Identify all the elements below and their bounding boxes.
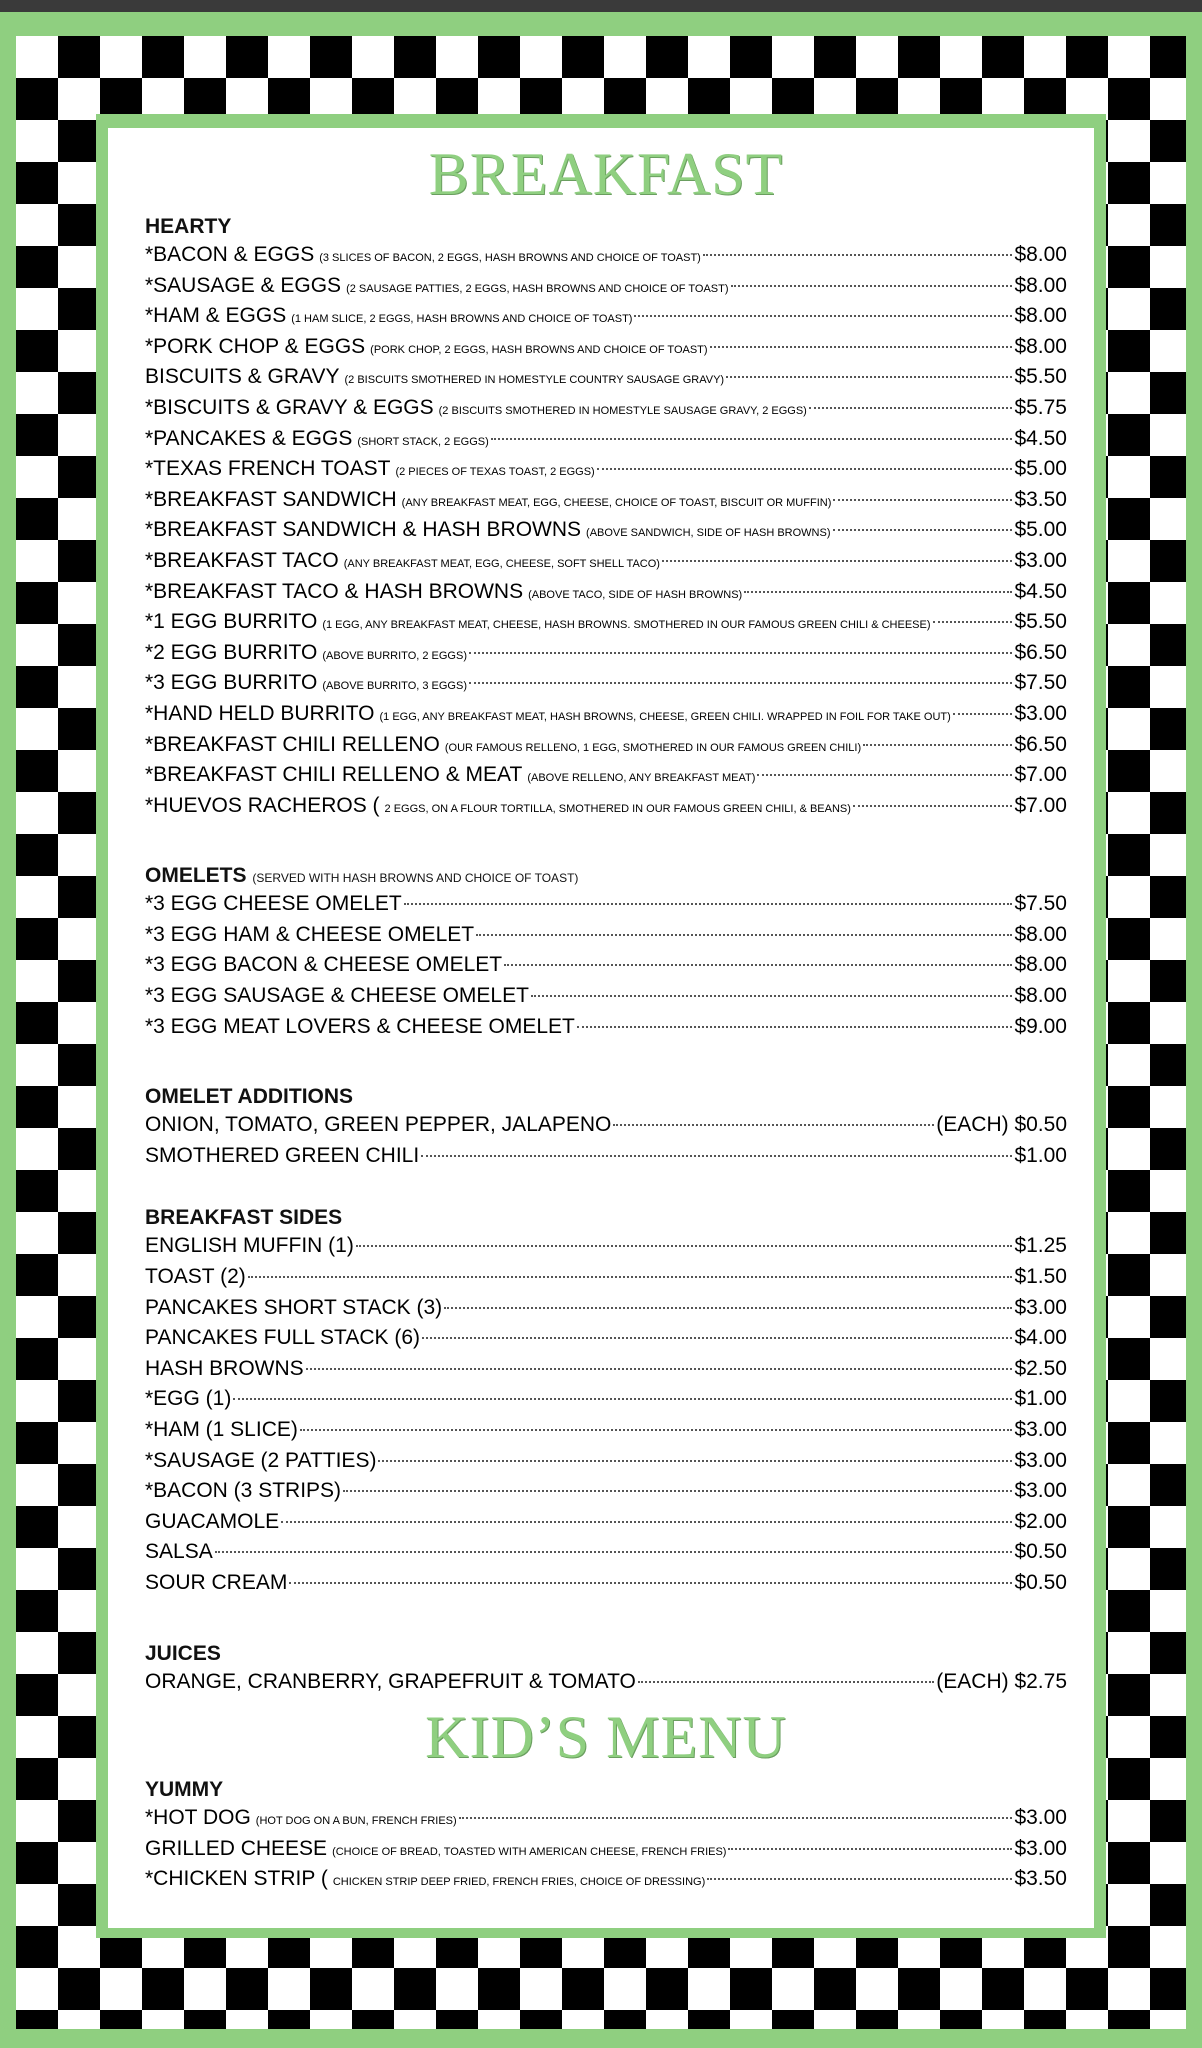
dot-leader <box>476 934 1012 936</box>
menu-item-name: *BREAKFAST CHILI RELLENO & MEAT <box>145 763 523 787</box>
dot-leader <box>662 560 1012 562</box>
dot-leader <box>833 499 1012 501</box>
menu-item-name: GUACAMOLE <box>145 1509 280 1533</box>
menu-item-price: $8.00 <box>1014 953 1067 977</box>
dot-leader <box>300 1429 1013 1431</box>
omelets-list <box>145 889 1067 1042</box>
menu-item-price: $1.00 <box>1014 1143 1067 1167</box>
omelets-heading <box>145 863 1067 889</box>
menu-item-description: (ANY BREAKFAST MEAT, EGG, CHEESE, SOFT SHELL TACO) <box>343 557 660 570</box>
menu-item-name: *BREAKFAST SANDWICH & HASH BROWNS <box>145 518 582 542</box>
dot-leader <box>504 964 1012 966</box>
menu-item <box>145 1864 1067 1895</box>
menu-item <box>145 760 1067 791</box>
menu-item <box>145 607 1067 638</box>
dot-leader <box>422 1337 1012 1339</box>
menu-item-price: $7.50 <box>1014 892 1067 916</box>
menu-item-price: $3.00 <box>1014 1295 1067 1319</box>
hearty-list <box>145 240 1067 821</box>
menu-item-price: $3.00 <box>1014 1448 1067 1472</box>
dot-leader <box>469 652 1012 654</box>
dot-leader <box>728 1848 1012 1850</box>
menu-item <box>145 485 1067 516</box>
menu-item-name: *EGG (1) <box>145 1387 232 1411</box>
menu-item-price: $3.50 <box>1014 487 1067 511</box>
menu-item-price: $4.50 <box>1014 426 1067 450</box>
menu-item <box>145 271 1067 302</box>
menu-item-price: $3.00 <box>1014 548 1067 572</box>
menu-item <box>145 668 1067 699</box>
menu-item <box>145 515 1067 546</box>
menu-content <box>145 128 1067 1895</box>
menu-item <box>145 1834 1067 1865</box>
menu-item-description: (ABOVE BURRITO, 2 EGGS) <box>322 649 467 662</box>
hearty-heading: HEARTY <box>145 215 232 238</box>
menu-item-name: *SAUSAGE & EGGS <box>145 273 342 297</box>
dot-leader <box>343 1490 1012 1492</box>
dot-leader <box>726 376 1012 378</box>
juices-heading: JUICES <box>145 1641 221 1665</box>
menu-item-description: (PORK CHOP, 2 EGGS, HASH BROWNS AND CHOICE OF TOAST) <box>370 343 708 356</box>
menu-item-description: (SHORT STACK, 2 EGGS) <box>357 435 489 448</box>
menu-item-price: $2.50 <box>1014 1356 1067 1380</box>
menu-item <box>145 1293 1067 1324</box>
menu-item-name: *BACON & EGGS <box>145 243 315 266</box>
menu-item-price: $0.50 <box>1014 1570 1067 1594</box>
dot-leader <box>421 1155 1012 1157</box>
juices-list <box>145 1667 1067 1698</box>
menu-item-name: *1 EGG BURRITO <box>145 610 318 634</box>
dot-leader <box>613 1124 934 1126</box>
menu-item-name: *HUEVOS RACHEROS ( <box>145 793 380 817</box>
dot-leader <box>757 774 1012 776</box>
menu-item <box>145 1667 1067 1698</box>
yummy-list <box>145 1803 1067 1895</box>
menu-item-name: HASH BROWNS <box>145 1356 304 1380</box>
menu-item <box>145 791 1067 822</box>
menu-item-price: $8.00 <box>1014 304 1067 328</box>
menu-item-name: GRILLED CHEESE <box>145 1836 328 1860</box>
menu-item-name: TOAST (2) <box>145 1265 246 1289</box>
menu-item <box>145 889 1067 920</box>
menu-item-name: *3 EGG BACON & CHEESE OMELET <box>145 953 503 977</box>
menu-item-price: $3.00 <box>1014 1418 1067 1441</box>
menu-item-description: (3 SLICES OF BACON, 2 EGGS, HASH BROWNS AND CHOICE OF TOAST) <box>319 252 701 264</box>
kids-menu-title: KID’S MENU <box>425 1704 787 1771</box>
menu-item <box>145 454 1067 485</box>
menu-item-name: *3 EGG CHEESE OMELET <box>145 892 402 916</box>
dot-leader <box>233 1398 1012 1400</box>
menu-item-name: *3 EGG MEAT LOVERS & CHEESE OMELET <box>145 1014 575 1038</box>
menu-item-name: *2 EGG BURRITO <box>145 640 318 664</box>
menu-item-name: *HAM (1 SLICE) <box>145 1418 298 1441</box>
yummy-heading: YUMMY <box>145 1778 224 1802</box>
menu-item <box>145 1415 1067 1446</box>
menu-item-name: *PORK CHOP & EGGS <box>145 334 366 358</box>
menu-item-description: 2 EGGS, ON A FLOUR TORTILLA, SMOTHERED IN OUR FAMOUS GREEN CHILI, & BEANS) <box>384 802 851 815</box>
menu-item-name: SALSA <box>145 1540 213 1564</box>
menu-item-description: (2 SAUSAGE PATTIES, 2 EGGS, HASH BROWNS AND CHOICE OF TOAST) <box>346 282 729 295</box>
menu-item <box>145 638 1067 669</box>
dot-leader <box>248 1276 1013 1278</box>
menu-item-description: (2 BISCUITS SMOTHERED IN HOMESTYLE SAUSAGE GRAVY, 2 EGGS) <box>438 404 807 417</box>
menu-item-description: (2 BISCUITS SMOTHERED IN HOMESTYLE COUNTRY SAUSAGE GRAVY) <box>344 374 725 387</box>
menu-item-name: ENGLISH MUFFIN (1) <box>145 1234 354 1258</box>
dot-leader <box>634 315 1012 317</box>
dot-leader <box>459 1817 1013 1819</box>
dot-leader <box>404 903 1013 905</box>
menu-item <box>145 1537 1067 1568</box>
dot-leader <box>378 1460 1012 1462</box>
menu-item-name: *BACON (3 STRIPS) <box>145 1479 342 1503</box>
breakfast-title: BREAKFAST <box>428 141 784 207</box>
menu-item <box>145 1446 1067 1477</box>
dot-leader <box>531 995 1012 997</box>
menu-item <box>145 1803 1067 1834</box>
menu-item-price: (EACH) $0.50 <box>936 1113 1067 1137</box>
menu-item <box>145 920 1067 951</box>
menu-item-price: $3.00 <box>1014 1479 1067 1503</box>
menu-item-price: $5.00 <box>1014 518 1067 542</box>
dot-leader <box>289 1582 1012 1584</box>
menu-item <box>145 1231 1067 1262</box>
menu-item <box>145 546 1067 577</box>
menu-item-description: (ANY BREAKFAST MEAT, EGG, CHEESE, CHOICE OF TOAST, BISCUIT OR MUFFIN) <box>401 496 832 509</box>
menu-item-description: (ABOVE TACO, SIDE OF HASH BROWNS) <box>528 588 743 601</box>
menu-item-price: $9.00 <box>1014 1014 1067 1038</box>
omelets-subheading: (SERVED WITH HASH BROWNS AND CHOICE OF TOAST) <box>252 871 579 886</box>
menu-item <box>145 1110 1067 1141</box>
menu-item-price: $3.00 <box>1014 1806 1067 1830</box>
menu-item-price: $1.50 <box>1014 1265 1067 1289</box>
menu-item <box>145 424 1067 455</box>
menu-item-name: *BREAKFAST CHILI RELLENO <box>145 732 440 756</box>
menu-item-price: $8.00 <box>1014 273 1067 297</box>
menu-item-description: (OUR FAMOUS RELLENO, 1 EGG, SMOTHERED IN OUR FAMOUS GREEN CHILI) <box>444 741 862 754</box>
menu-item-name: *HAND HELD BURRITO <box>145 701 375 725</box>
menu-item-description: (ABOVE BURRITO, 3 EGGS) <box>322 680 467 693</box>
menu-item <box>145 301 1067 332</box>
sides-list <box>145 1231 1067 1598</box>
menu-item-price: $5.50 <box>1014 610 1067 634</box>
menu-item-name: *CHICKEN STRIP ( <box>145 1867 328 1891</box>
menu-item-name: ORANGE, CRANBERRY, GRAPEFRUIT & TOMATO <box>145 1669 636 1693</box>
menu-item-name: BISCUITS & GRAVY <box>145 365 340 389</box>
dot-leader <box>710 346 1013 348</box>
dot-leader <box>469 682 1012 684</box>
dot-leader <box>833 529 1013 531</box>
menu-item-name: *BREAKFAST TACO & HASH BROWNS <box>145 579 524 603</box>
menu-item-name: *BREAKFAST SANDWICH <box>145 487 397 511</box>
dot-leader <box>953 713 1013 715</box>
menu-item <box>145 1476 1067 1507</box>
menu-item-name: *3 EGG BURRITO <box>145 671 318 695</box>
menu-item-price: $2.00 <box>1014 1509 1067 1533</box>
dot-leader <box>215 1551 1013 1553</box>
menu-item-price: $3.50 <box>1014 1867 1067 1891</box>
menu-item-name: *SAUSAGE (2 PATTIES) <box>145 1448 377 1472</box>
menu-item-price: $7.00 <box>1014 763 1067 787</box>
dot-leader <box>863 744 1012 746</box>
menu-item <box>145 981 1067 1012</box>
dot-leader <box>638 1681 934 1683</box>
dot-leader <box>703 254 1013 256</box>
menu-item-name: *3 EGG HAM & CHEESE OMELET <box>145 922 475 946</box>
menu-item <box>145 1384 1067 1415</box>
menu-item <box>145 1262 1067 1293</box>
menu-item-description: (1 EGG, ANY BREAKFAST MEAT, CHEESE, HASH BROWNS. SMOTHERED IN OUR FAMOUS GREEN CHILI & CHEESE) <box>322 619 931 632</box>
menu-item-price: (EACH) $2.75 <box>936 1669 1067 1693</box>
menu-item <box>145 1323 1067 1354</box>
menu-item-price: $3.00 <box>1014 701 1067 725</box>
menu-item-name: PANCAKES FULL STACK (6) <box>145 1326 421 1350</box>
menu-item-price: $4.00 <box>1014 1326 1067 1350</box>
dot-leader <box>577 1026 1013 1028</box>
menu-item-description: (HOT DOG ON A BUN, FRENCH FRIES) <box>255 1815 457 1828</box>
menu-item <box>145 1141 1067 1172</box>
omelets-heading-label: OMELETS <box>145 864 247 888</box>
menu-item <box>145 1568 1067 1599</box>
menu-item <box>145 1507 1067 1538</box>
menu-item-name: SMOTHERED GREEN CHILI <box>145 1143 420 1167</box>
menu-item-description: (CHOICE OF BREAD, TOASTED WITH AMERICAN CHEESE, FRENCH FRIES) <box>332 1845 727 1858</box>
menu-item-description: (ABOVE RELLENO, ANY BREAKFAST MEAT) <box>527 772 756 785</box>
menu-item-description: (1 HAM SLICE, 2 EGGS, HASH BROWNS AND CHOICE OF TOAST) <box>291 313 633 326</box>
menu-item-name: *HAM & EGGS <box>145 304 287 328</box>
menu-item-price: $7.50 <box>1014 671 1067 695</box>
menu-item-description: (ABOVE SANDWICH, SIDE OF HASH BROWNS) <box>586 527 831 540</box>
menu-item-name: ONION, TOMATO, GREEN PEPPER, JALAPENO <box>145 1113 612 1137</box>
dot-leader <box>809 407 1013 409</box>
menu-item-description: (2 PIECES OF TEXAS TOAST, 2 EGGS) <box>395 466 595 479</box>
menu-item-price: $8.00 <box>1014 984 1067 1008</box>
menu-item <box>145 1354 1067 1385</box>
dot-leader <box>491 438 1013 440</box>
dot-leader <box>306 1368 1013 1370</box>
menu-item-price: $8.00 <box>1014 334 1067 358</box>
menu-item-price: $6.50 <box>1014 732 1067 756</box>
menu-item <box>145 699 1067 730</box>
menu-item-description: (1 EGG, ANY BREAKFAST MEAT, HASH BROWNS, CHEESE, GREEN CHILI. WRAPPED IN FOIL FOR TAKE OUT) <box>379 710 951 723</box>
dot-leader <box>444 1307 1012 1309</box>
additions-list <box>145 1110 1067 1171</box>
menu-item <box>145 393 1067 424</box>
dot-leader <box>707 1878 1012 1880</box>
menu-item-name: PANCAKES SHORT STACK (3) <box>145 1295 443 1319</box>
dot-leader <box>356 1245 1013 1247</box>
menu-item-price: $5.00 <box>1014 457 1067 481</box>
menu-item <box>145 332 1067 363</box>
menu-item <box>145 240 1067 271</box>
dot-leader <box>933 621 1013 623</box>
dot-leader <box>731 285 1013 287</box>
menu-item-price: $8.00 <box>1014 243 1067 266</box>
dot-leader <box>853 805 1013 807</box>
menu-item-name: *BREAKFAST TACO <box>145 548 339 572</box>
menu-item-price: $3.00 <box>1014 1836 1067 1860</box>
top-bar <box>0 0 1202 12</box>
menu-item <box>145 950 1067 981</box>
menu-item-name: *BISCUITS & GRAVY & EGGS <box>145 395 434 419</box>
menu-item-price: $5.50 <box>1014 365 1067 389</box>
menu-item-price: $7.00 <box>1014 793 1067 817</box>
menu-item-price: $1.25 <box>1014 1234 1067 1258</box>
menu-item-price: $0.50 <box>1014 1540 1067 1564</box>
menu-item-price: $6.50 <box>1014 640 1067 664</box>
dot-leader <box>281 1521 1012 1523</box>
menu-item-name: SOUR CREAM <box>145 1570 288 1594</box>
additions-heading: OMELET ADDITIONS <box>145 1085 354 1109</box>
menu-item-price: $8.00 <box>1014 922 1067 946</box>
menu-item-name: *PANCAKES & EGGS <box>145 426 353 450</box>
menu-item <box>145 730 1067 761</box>
menu-item-name: *TEXAS FRENCH TOAST <box>145 457 391 481</box>
menu-item-name: *HOT DOG <box>145 1806 251 1830</box>
menu-item <box>145 362 1067 393</box>
menu-item-price: $1.00 <box>1014 1387 1067 1411</box>
sides-heading: BREAKFAST SIDES <box>145 1206 343 1230</box>
dot-leader <box>597 468 1013 470</box>
menu-item-description: CHICKEN STRIP DEEP FRIED, FRENCH FRIES, CHOICE OF DRESSING) <box>332 1876 706 1889</box>
menu-item <box>145 1012 1067 1043</box>
menu-item-price: $4.50 <box>1014 579 1067 603</box>
menu-item-name: *3 EGG SAUSAGE & CHEESE OMELET <box>145 984 529 1008</box>
dot-leader <box>744 591 1012 593</box>
menu-item <box>145 577 1067 608</box>
menu-item-price: $5.75 <box>1014 395 1067 419</box>
